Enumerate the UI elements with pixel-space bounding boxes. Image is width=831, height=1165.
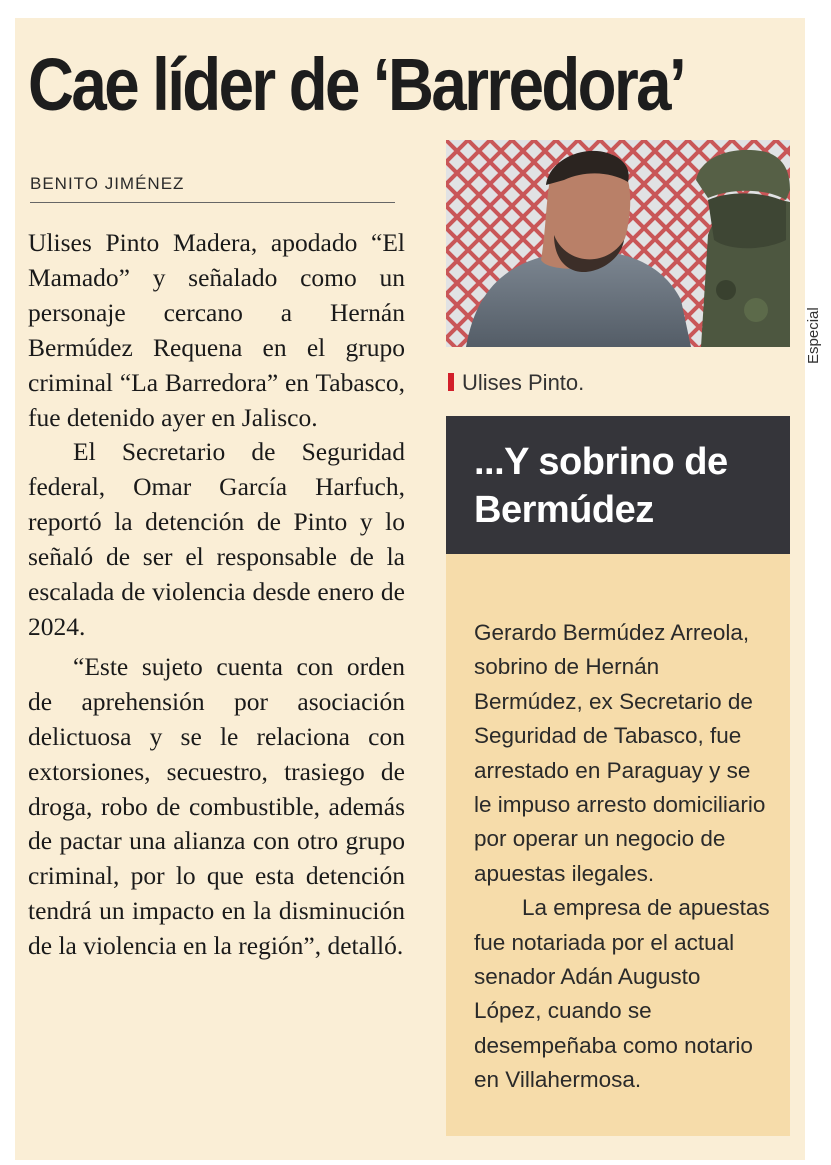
sidebar-paragraph: La empresa de apuestas fue notariada por el actual senador Adán Augusto López, cuando se desempeñaba como notario en Villahermosa. xyxy=(474,895,770,1093)
body-paragraph: El Secretario de Seguridad federal, Omar García Harfuch, reportó la detención de Pinto y lo señaló de ser el responsable de la escalada de violencia desde enero de 2024. xyxy=(28,437,405,641)
body-paragraph: “Este sujeto cuenta con orden de aprehensión por asociación delictuosa y se le relaciona con extorsiones, secuestro, trasiego de droga, robo de combustible, además de pactar una alianza con otro grupo criminal, por lo que esta detención tendrá un impacto en la disminución de la violencia en la región”, detalló. xyxy=(28,651,405,961)
sidebar-title: ...Y sobrino de Bermúdez xyxy=(474,441,728,531)
news-photo xyxy=(446,140,790,347)
photo-caption xyxy=(448,370,584,396)
photo-illustration xyxy=(446,140,790,347)
sidebar-text xyxy=(474,616,774,1098)
sidebar-header xyxy=(446,416,790,554)
photo-credit-text: Especial xyxy=(805,307,822,364)
byline: BENITO JIMÉNEZ xyxy=(30,174,395,203)
caption-text: Ulises Pinto. xyxy=(462,370,585,395)
body-paragraph: Ulises Pinto Madera, apodado “El Mamado” y señalado como un personaje cercano a Hernán Bermúdez Requena en el grupo criminal “La Barredora” en Tabasco, fue detenido ayer en Jalisco. xyxy=(28,228,405,432)
caption-marker xyxy=(448,373,454,391)
sidebar-paragraph: Gerardo Bermúdez Arreola, sobrino de Hernán Bermúdez, ex Secretario de Seguridad de Tabasco, fue arrestado en Paraguay y se le impuso arresto domiciliario por operar un negocio de apuestas ilegales. xyxy=(474,620,766,886)
article-body xyxy=(28,226,405,964)
headline: Cae líder de ‘Barredora’ xyxy=(28,43,685,126)
